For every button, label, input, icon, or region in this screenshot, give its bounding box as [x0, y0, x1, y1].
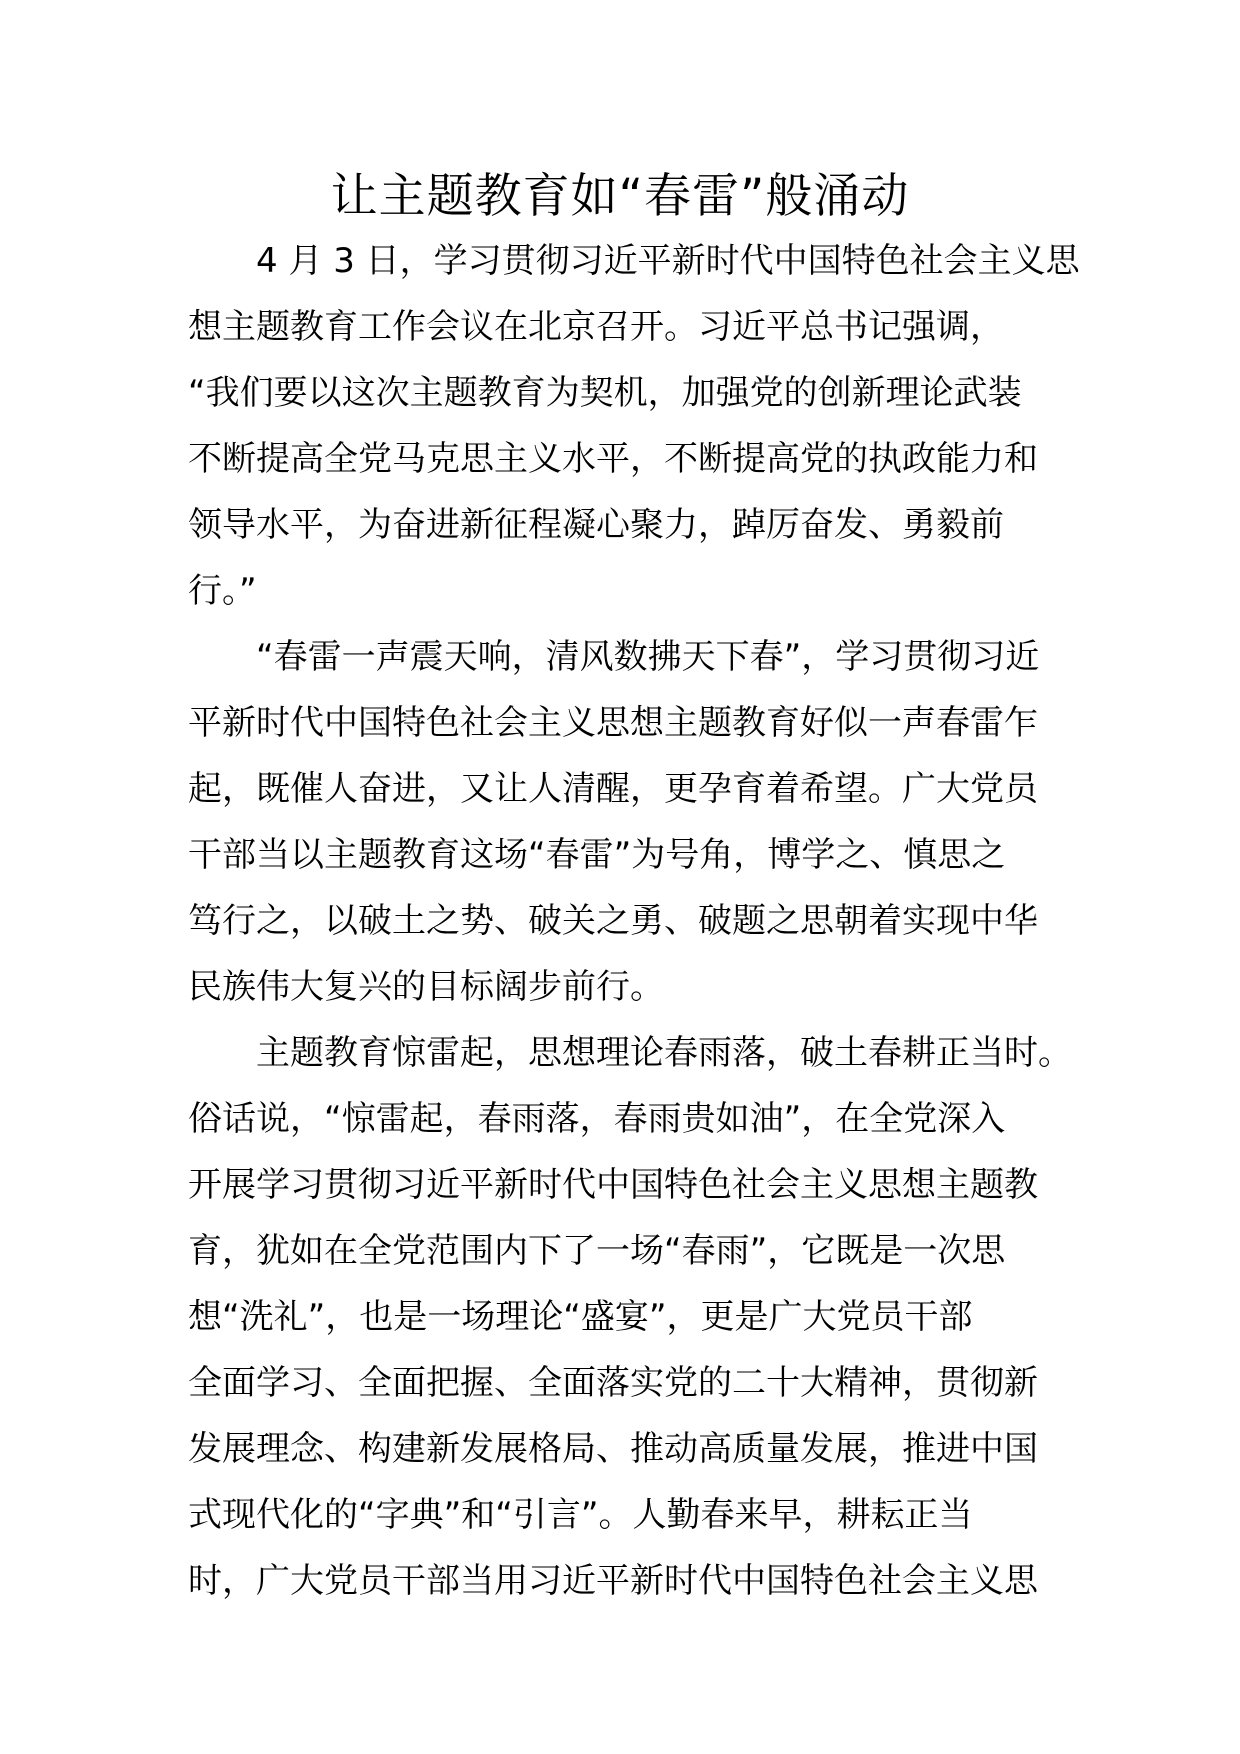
text-line: “我们要以这次主题教育为契机，加强党的创新理论武装	[188, 373, 1022, 413]
text-line: “春雷一声震天响，清风数拂天下春”，学习贯彻习近	[256, 637, 1040, 677]
text-line: 发展理念、构建新发展格局、推动高质量发展，推进中国	[188, 1429, 1038, 1469]
document-body	[188, 228, 1080, 1614]
text-line: 平新时代中国特色社会主义思想主题教育好似一声春雷乍	[188, 703, 1038, 743]
text-line: 起，既催人奋进，又让人清醒，更孕育着希望。广大党员	[188, 769, 1038, 809]
text-line: 俗话说，“惊雷起，春雨落，春雨贵如油”，在全党深入	[188, 1099, 1006, 1139]
text-line: 不断提高全党马克思主义水平，不断提高党的执政能力和	[188, 439, 1038, 479]
text-line: 干部当以主题教育这场“春雷”为号角，博学之、慎思之	[188, 835, 1006, 875]
text-line: 开展学习贯彻习近平新时代中国特色社会主义思想主题教	[188, 1165, 1038, 1205]
text-line: 笃行之，以破土之势、破关之勇、破题之思朝着实现中华	[188, 901, 1038, 941]
text-line: 式现代化的“字典”和“引言”。人勤春来早，耕耘正当	[188, 1495, 973, 1535]
text-line: 想“洗礼”，也是一场理论“盛宴”，更是广大党员干部	[188, 1297, 973, 1337]
text-line: 全面学习、全面把握、全面落实党的二十大精神，贯彻新	[188, 1363, 1038, 1403]
text-line: 想主题教育工作会议在北京召开。习近平总书记强调，	[188, 307, 1004, 347]
text-line: 行。”	[188, 571, 257, 611]
text-line: 时，广大党员干部当用习近平新时代中国特色社会主义思	[188, 1561, 1038, 1601]
text-line: 民族伟大复兴的目标阔步前行。	[188, 967, 664, 1007]
text-line: 育，犹如在全党范围内下了一场“春雨”，它既是一次思	[188, 1231, 1006, 1271]
text-line: 领导水平，为奋进新征程凝心聚力，踔厉奋发、勇毅前	[188, 505, 1004, 545]
text-line: 4 月 3 日，学习贯彻习近平新时代中国特色社会主义思	[256, 241, 1080, 281]
text-line: 主题教育惊雷起，思想理论春雨落，破土春耕正当时。	[256, 1033, 1072, 1073]
document-title: 让主题教育如“春雷”般涌动	[330, 169, 910, 224]
